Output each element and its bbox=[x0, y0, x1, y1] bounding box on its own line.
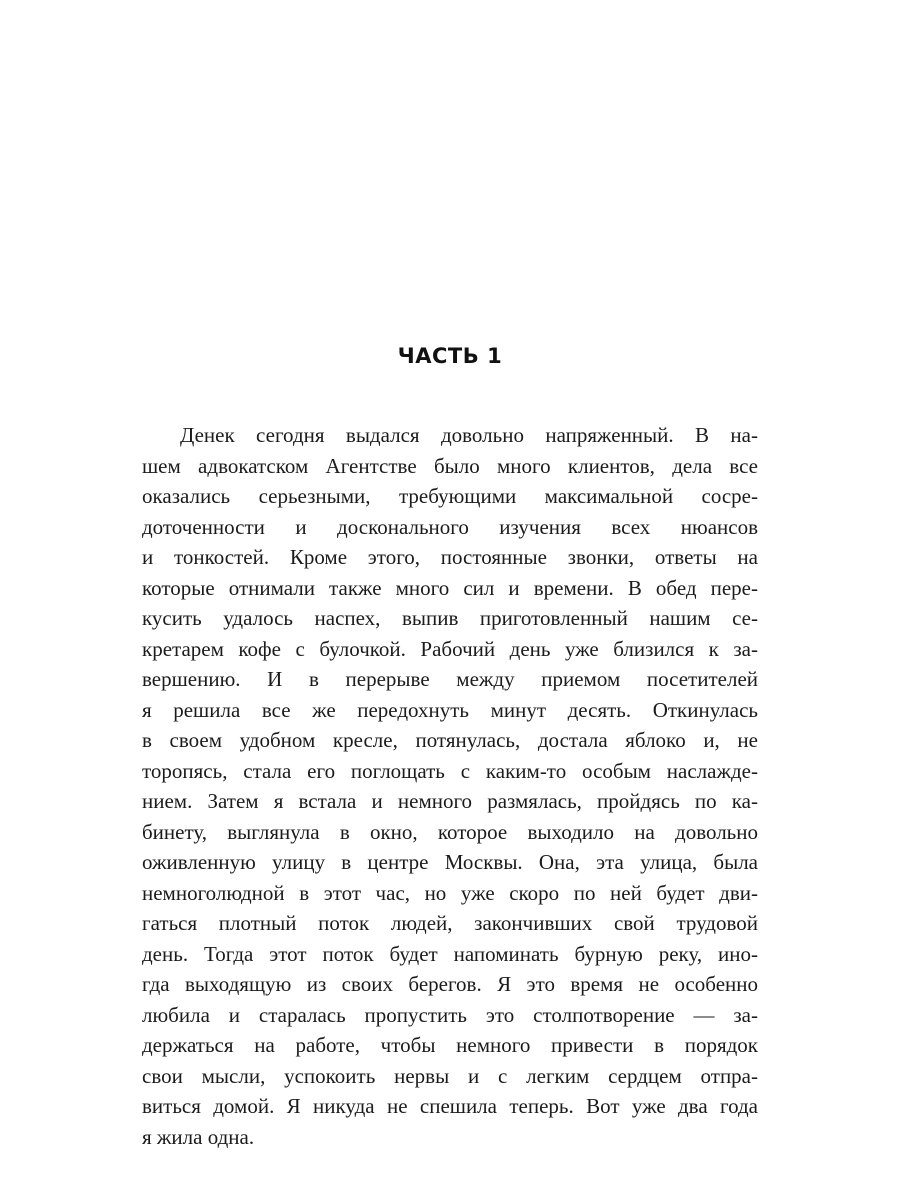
text-line: виться домой. Я никуда не спешила теперь. Вот уже два года bbox=[142, 1094, 758, 1118]
text-line: торопясь, стала его поглощать с каким-то особым наслажде- bbox=[142, 758, 758, 783]
text-line: любила и старалась пропустить это столпотворение — за- bbox=[142, 1002, 758, 1027]
text-line: немноголюдной в этот час, но уже скоро по ней будет дви- bbox=[142, 880, 758, 905]
text-line: кретарем кофе с булочкой. Рабочий день уже близился к за- bbox=[142, 636, 758, 661]
text-line: гда выходящую из своих берегов. Я это время не особенно bbox=[142, 972, 758, 996]
text-line: бинету, выглянула в окно, которое выходило на довольно bbox=[142, 819, 758, 844]
text-line: вершению. И в перерыве между приемом посетителей bbox=[142, 667, 758, 691]
text-line: кусить удалось наспех, выпив приготовленный нашим се- bbox=[142, 606, 758, 630]
text-line: свои мысли, успокоить нервы и с легким сердцем отпра- bbox=[142, 1063, 758, 1088]
text-line: доточенности и досконального изучения всех нюансов bbox=[142, 514, 758, 539]
text-line: гаться плотный поток людей, закончивших свой трудовой bbox=[142, 911, 758, 935]
text-line: день. Тогда этот поток будет напоминать бурную реку, ино- bbox=[142, 941, 758, 966]
text-line: в своем удобном кресле, потянулась, достала яблоко и, не bbox=[142, 728, 758, 752]
text-line: держаться на работе, чтобы немного привести в порядок bbox=[142, 1033, 758, 1057]
text-line: нием. Затем я встала и немного размялась, пройдясь по ка- bbox=[142, 789, 758, 813]
text-line: которые отнимали также много сил и времени. В обед пере- bbox=[142, 575, 758, 600]
text-line: и тонкостей. Кроме этого, постоянные звонки, ответы на bbox=[142, 545, 758, 569]
chapter-title: ЧАСТЬ 1 bbox=[397, 344, 503, 368]
text-line: я решила все же передохнуть минут десять. Откинулась bbox=[142, 697, 758, 722]
text-line: Денек сегодня выдался довольно напряженный. В на- bbox=[180, 423, 758, 447]
text-line: оказались серьезными, требующими максимальной сосре- bbox=[142, 484, 758, 508]
body-text bbox=[142, 420, 758, 1152]
text-line: оживленную улицу в центре Москвы. Она, эта улица, была bbox=[142, 850, 758, 874]
text-line: шем адвокатском Агентстве было много клиентов, дела все bbox=[142, 453, 758, 478]
text-line: я жила одна. bbox=[142, 1124, 255, 1149]
